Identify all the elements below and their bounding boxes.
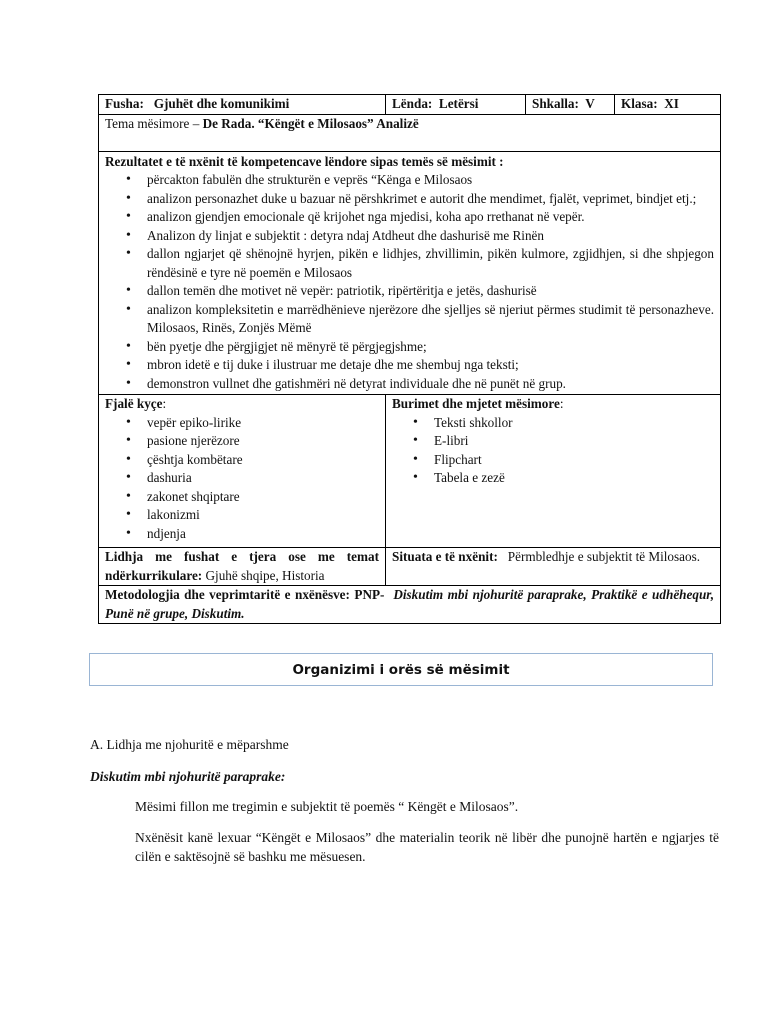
lidhja-value: Gjuhë shqipe, Historia <box>205 567 325 583</box>
lidhja-situata-row <box>99 548 721 586</box>
fjale-kyce-heading: Fjalë kyçe <box>105 396 163 411</box>
klasa-cell <box>615 95 721 115</box>
list-item: • Flipchart <box>392 451 714 470</box>
rezultatet-cell <box>99 151 721 395</box>
klasa-label: Klasa: <box>621 96 658 111</box>
lesson-plan-table <box>98 94 721 624</box>
fjale-kyce-cell <box>99 395 386 548</box>
burimet-heading-line <box>392 395 714 414</box>
list-item: • përcakton fabulën dhe strukturën e veprës “Kënga e Milosaos <box>105 171 714 190</box>
list-item: • dallon temën dhe motivet në vepër: patriotik, ripërtëritja e jetës, dashurisë <box>105 282 714 301</box>
list-item: • bën pyetje dhe përgjigjet në mënyrë të përgjegjshme; <box>105 338 714 357</box>
tema-title: De Rada. “Këngët e Milosaos” Analizë <box>202 115 419 131</box>
situata-value: Përmbledhje e subjektit të Milosaos. <box>507 549 701 564</box>
list-item: • lakonizmi <box>105 506 379 525</box>
burimet-cell <box>386 395 721 548</box>
list-item: • analizon gjendjen emocionale që krijohet nga mjedisi, koha apo rrethanat në vepër. <box>105 208 714 227</box>
rezultatet-list <box>105 171 714 393</box>
situata-cell <box>386 548 721 586</box>
shkalla-value: V <box>585 96 595 111</box>
fjale-kyce-list <box>105 414 379 544</box>
burimet-list <box>392 414 714 488</box>
fusha-label: Fusha: <box>105 96 144 111</box>
lidhja-heading: Lidhja me fushat e tjera ose me temat ndërkurrikulare: <box>105 549 379 583</box>
lenda-cell <box>386 95 526 115</box>
organizimi-title: Organizimi i orës së mësimit <box>292 661 510 678</box>
fusha-value: Gjuhët dhe komunikimi <box>153 96 290 111</box>
list-item: • pasione njerëzore <box>105 432 379 451</box>
metodologjia-row <box>99 586 721 624</box>
list-item: • demonstron vullnet dhe gatishmëri në detyrat individuale dhe në punët në grup. <box>105 375 714 394</box>
klasa-value: XI <box>664 96 679 111</box>
metodologjia-value: Diskutim mbi njohuritë paraprake, Praktikë e udhëhequr, Punë në grupe, Diskutim. <box>105 587 714 621</box>
list-item: • zakonet shqiptare <box>105 488 379 507</box>
list-item: • analizon kompleksitetin e marrëdhënieve njerëzore dhe sjelljes së njeriut përmes studimit të personazheve. Milosaos, Rinës, Zonjës Mëmë <box>105 301 714 338</box>
header-row <box>99 95 721 115</box>
list-item: • dallon ngjarjet që shënojnë hyrjen, pikën e lidhjes, zhvillimin, pikën kulmore, zgjidhjen, si dhe shpjegon rëndësinë e tyre në poemën e Milosaos <box>105 245 714 282</box>
metodologjia-cell <box>99 586 721 624</box>
lenda-label: Lënda: <box>392 96 433 111</box>
rezultatet-heading: Rezultatet e të nxënit të kompetencave lëndore sipas temës së mësimit : <box>105 153 504 169</box>
fjale-kyce-colon: : <box>162 396 167 411</box>
section-a-paragraph-2: Nxënësit kanë lexuar “Këngët e Milosaos” dhe materialin teorik në libër dhe punojnë hartën e ngjarjes të cilën e saktësojnë së bashku me mësuesen. <box>135 830 719 864</box>
list-item: • analizon personazhet duke u bazuar në përshkrimet e autorit dhe mendimet, fjalët, veprimet, bindjet etj.; <box>105 190 714 209</box>
burimet-colon: : <box>559 396 564 411</box>
list-item: • E-libri <box>392 432 714 451</box>
burimet-heading: Burimet dhe mjetet mësimore <box>392 396 560 411</box>
list-item: • vepër epiko-lirike <box>105 414 379 433</box>
shkalla-cell <box>526 95 615 115</box>
list-item: • çështja kombëtare <box>105 451 379 470</box>
tema-cell <box>99 114 721 151</box>
organizimi-heading-box <box>89 653 713 686</box>
fjale-kyce-heading-line <box>105 395 379 414</box>
lidhja-cell <box>99 548 386 586</box>
fjale-burimet-row <box>99 395 721 548</box>
list-item: • dashuria <box>105 469 379 488</box>
list-item: • Analizon dy linjat e subjektit : detyra ndaj Atdheut dhe dashurisë me Rinën <box>105 227 714 246</box>
tema-prefix: Tema mësimore – <box>105 115 200 131</box>
situata-heading: Situata e të nxënit: <box>392 549 498 564</box>
list-item: • mbron idetë e tij duke i ilustruar me detaje dhe me shembuj nga teksti; <box>105 356 714 375</box>
rezultatet-row <box>99 151 721 395</box>
lenda-value: Letërsi <box>438 96 479 111</box>
tema-row <box>99 114 721 151</box>
metodologjia-heading: Metodologjia dhe veprimtaritë e nxënësve: PNP- <box>105 587 385 602</box>
list-item: • Teksti shkollor <box>392 414 714 433</box>
list-item: • Tabela e zezë <box>392 469 714 488</box>
fusha-cell <box>99 95 386 115</box>
section-a-subtitle: Diskutim mbi njohuritë paraprake: <box>90 769 286 784</box>
section-a-title: A. Lidhja me njohuritë e mëparshme <box>90 737 289 752</box>
shkalla-label: Shkalla: <box>532 96 579 111</box>
section-a-paragraph-1: Mësimi fillon me tregimin e subjektit të poemës “ Këngët e Milosaos”. <box>135 799 519 814</box>
list-item: • ndjenja <box>105 525 379 544</box>
